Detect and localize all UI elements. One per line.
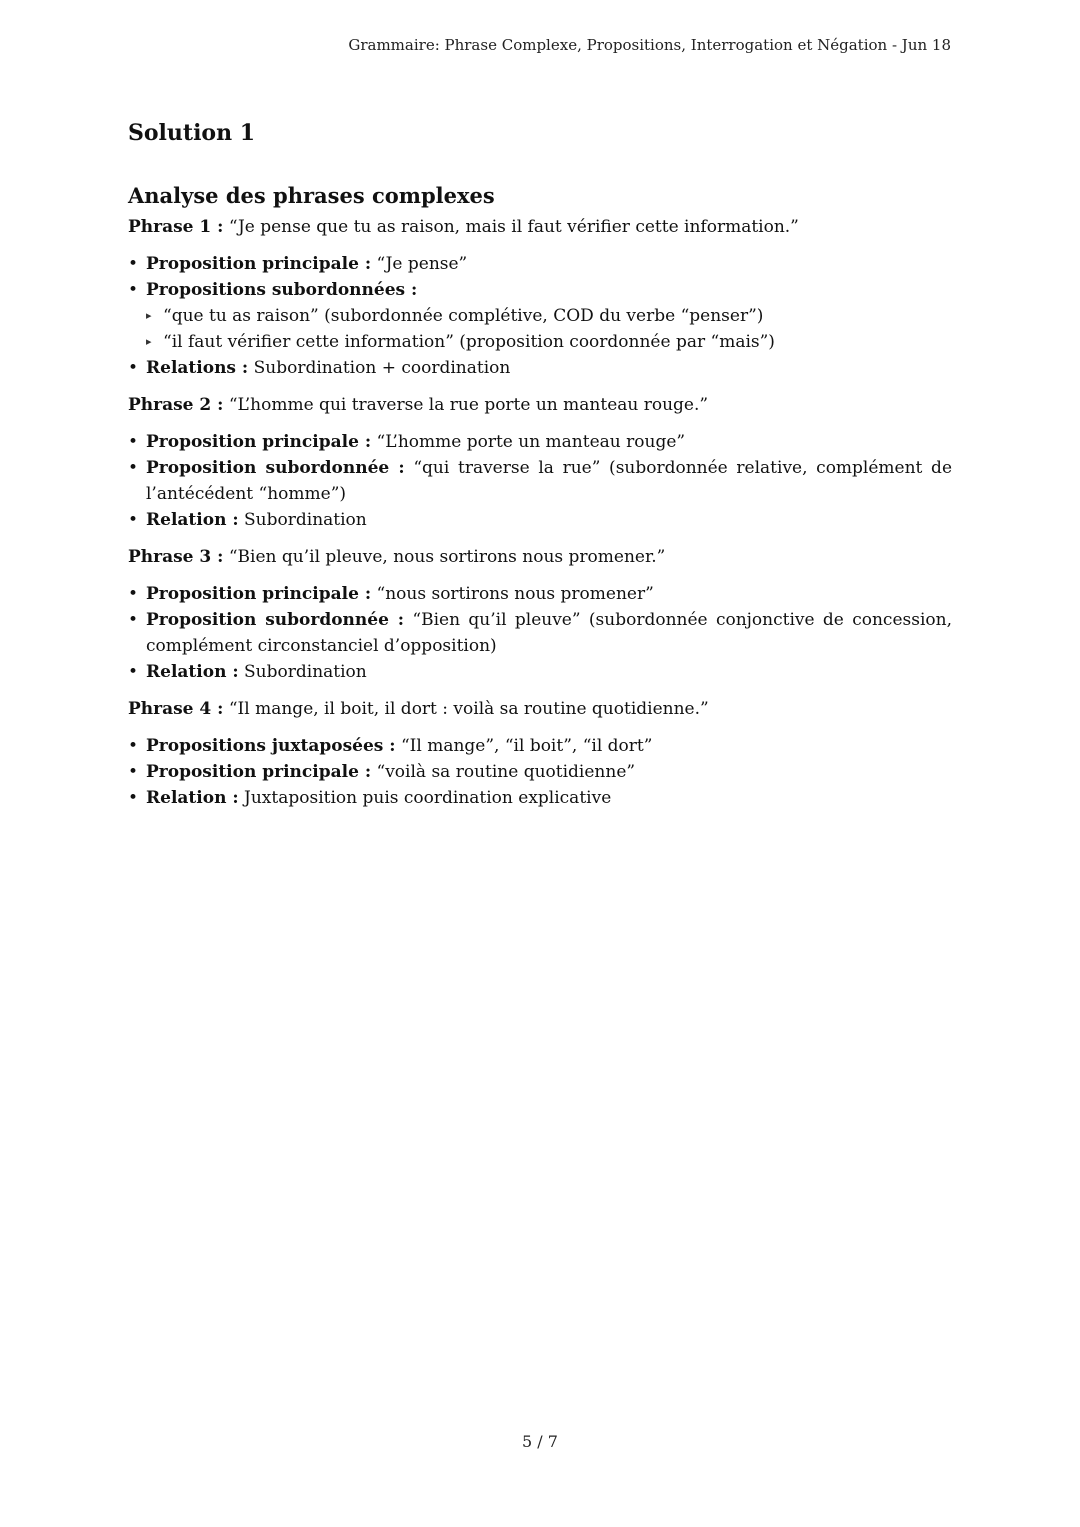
- running-header: Grammaire: Phrase Complexe, Propositions, Interrogation et Négation - Jun 18: [348, 36, 951, 54]
- item-text: “Il mange”, “il boit”, “il dort”: [400, 736, 653, 756]
- item-label: Propositions subordonnées :: [146, 280, 418, 300]
- phrase-3-analysis: [128, 581, 952, 685]
- list-item: [128, 607, 952, 659]
- sub-list: [146, 303, 952, 355]
- item-label: Proposition subordonnée :: [146, 610, 405, 630]
- item-text: “nous sortirons nous promener”: [376, 584, 654, 604]
- list-item: [128, 277, 952, 355]
- item-label: Relation :: [146, 788, 239, 808]
- phrase-3: [128, 544, 952, 570]
- solution-title: Solution 1: [128, 120, 256, 146]
- phrase-4-analysis: [128, 733, 952, 811]
- item-label: Proposition principale :: [146, 584, 372, 604]
- item-text: “qui traverse la rue” (subordonnée relative, complément de l’antécédent “homme”): [146, 458, 953, 504]
- phrase-1: [128, 214, 952, 240]
- phrase-1-analysis: [128, 251, 952, 381]
- item-label: Relation :: [146, 662, 239, 682]
- list-item: [128, 507, 952, 533]
- sub-list-item: ▸ “que tu as raison” (subordonnée complétive, COD du verbe “penser”): [146, 303, 952, 329]
- list-item: [128, 759, 952, 785]
- section-title: Analyse des phrases complexes: [128, 183, 495, 208]
- list-item: [128, 581, 952, 607]
- phrase-label: Phrase 2 :: [128, 395, 224, 415]
- item-label: Proposition principale :: [146, 254, 372, 274]
- list-item: [128, 251, 952, 277]
- phrase-label: Phrase 4 :: [128, 699, 224, 719]
- item-label: Proposition subordonnée :: [146, 458, 405, 478]
- list-item: [128, 455, 952, 507]
- phrase-text: “Je pense que tu as raison, mais il faut vérifier cette information.”: [228, 217, 799, 237]
- item-label: Proposition principale :: [146, 432, 372, 452]
- item-text: “voilà sa routine quotidienne”: [376, 762, 636, 782]
- item-text: Subordination + coordination: [253, 358, 511, 378]
- item-label: Proposition principale :: [146, 762, 372, 782]
- phrase-4: [128, 696, 952, 722]
- item-text: Juxtaposition puis coordination explicative: [244, 788, 612, 808]
- item-text: Subordination: [244, 510, 367, 530]
- item-text: “Bien qu’il pleuve” (subordonnée conjonctive de concession, complément circonstanciel d’opposition): [146, 610, 952, 656]
- phrase-text: “L’homme qui traverse la rue porte un manteau rouge.”: [228, 395, 709, 415]
- page-number: 5 / 7: [522, 1432, 558, 1451]
- item-text: “L’homme porte un manteau rouge”: [376, 432, 686, 452]
- phrase-2: [128, 392, 952, 418]
- list-item: [128, 355, 952, 381]
- phrase-text: “Il mange, il boit, il dort : voilà sa routine quotidienne.”: [228, 699, 709, 719]
- list-item: [128, 785, 952, 811]
- phrase-text: “Bien qu’il pleuve, nous sortirons nous promener.”: [228, 547, 666, 567]
- item-label: Propositions juxtaposées :: [146, 736, 396, 756]
- item-label: Relation :: [146, 510, 239, 530]
- list-item: [128, 659, 952, 685]
- phrase-label: Phrase 1 :: [128, 217, 224, 237]
- list-item: [128, 733, 952, 759]
- page-content: [128, 120, 952, 822]
- sub-list-item: ▸ “il faut vérifier cette information” (proposition coordonnée par “mais”): [146, 329, 952, 355]
- item-text: “Je pense”: [376, 254, 468, 274]
- item-text: Subordination: [244, 662, 367, 682]
- phrase-label: Phrase 3 :: [128, 547, 224, 567]
- phrase-2-analysis: [128, 429, 952, 533]
- list-item: [128, 429, 952, 455]
- item-label: Relations :: [146, 358, 249, 378]
